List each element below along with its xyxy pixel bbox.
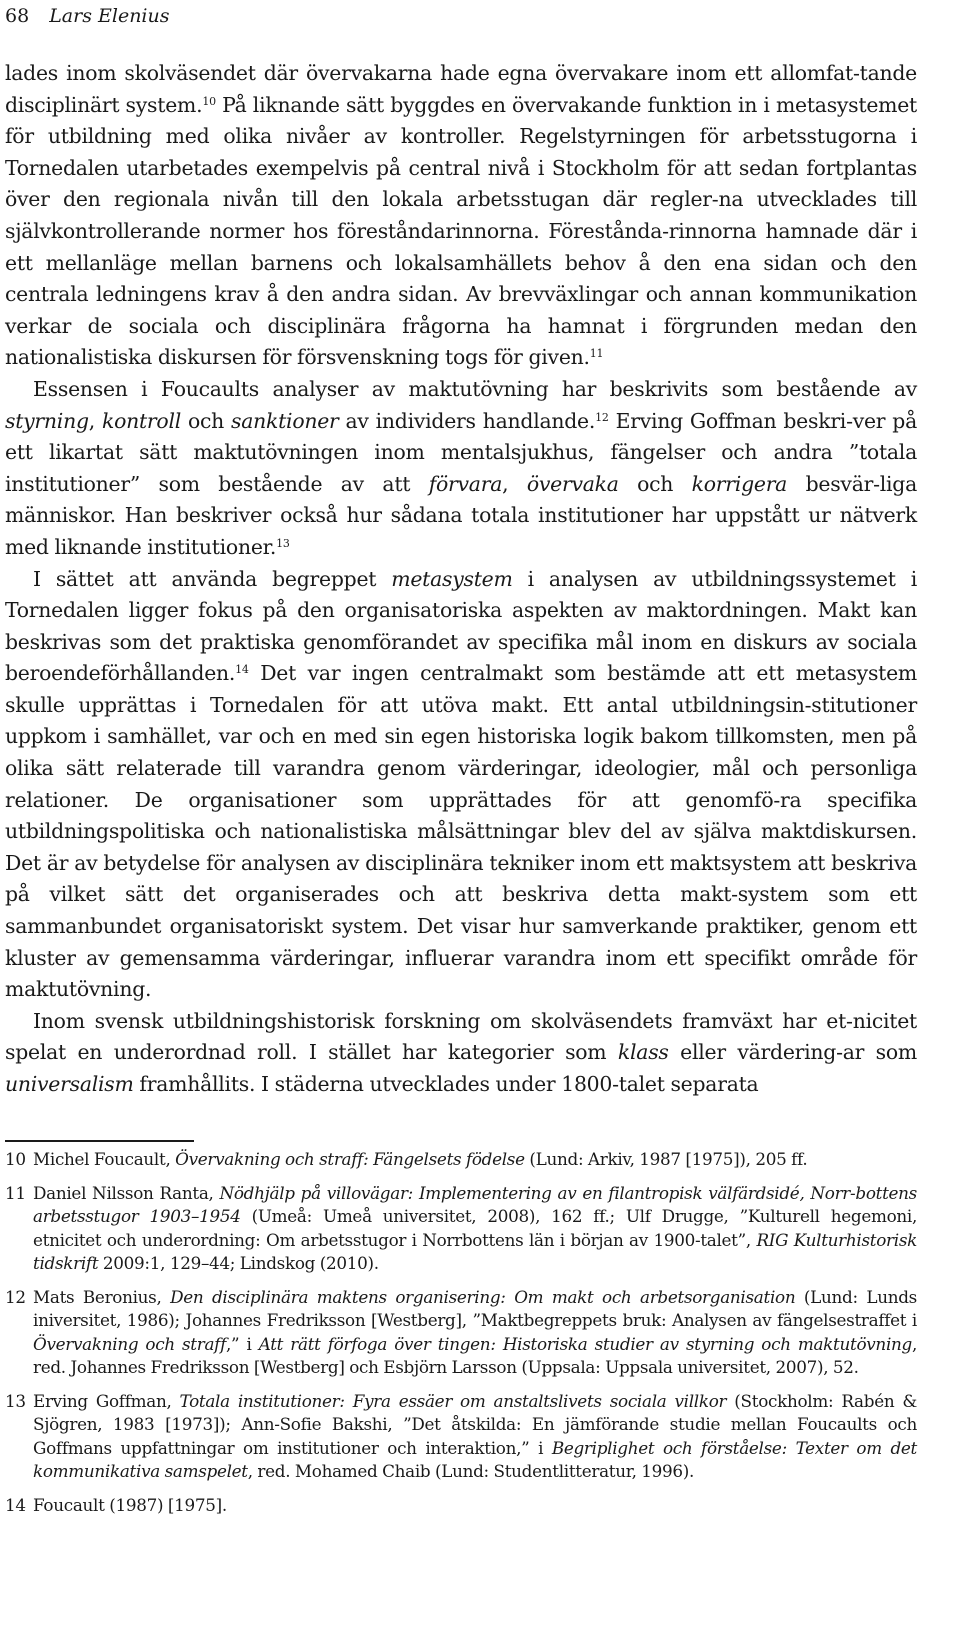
running-head (5, 4, 170, 28)
page-number: 68 (5, 5, 30, 27)
footnote-ref-12[interactable]: 12 (595, 410, 609, 424)
footnote-number: 13 (5, 1390, 26, 1411)
footnote-14: 14 Foucault (1987) [1975]. (5, 1494, 917, 1518)
footnote-10: 10 Michel Foucault, Övervakning och straff: Fängelsets födelse (Lund: Arkiv, 1987 [1975]), 205 ff. (5, 1148, 917, 1172)
footnote-13: 13 Erving Goffman, Totala institutioner: Fyra essäer om anstaltslivets sociala villkor (Stockholm: Rabén & Sjögren, 1983 [1973]); Ann-Sofie Bakshi, ”Det åtskilda: En jämförande studie mellan Foucaults och Goffmans uppfattningar om institutioner och interaktion,” i Begriplighet och förståelse: Texter om det kommunikativa samspelet, red. Mohamed Chaib (Lund: Studentlitteratur, 1996). (5, 1390, 917, 1481)
paragraph-3: I sättet att använda begreppet metasystem i analysen av utbildningssystemet i Tornedalen ligger fokus på den organisatoriska aspekten av maktordningen. Makt kan beskrivas som det praktiska genomförandet av specifika mål inom en diskurs av sociala beroendeförhållanden.$^{14}$ Det var ingen centralmakt som bestämde att ett metasystem skulle upprättas i Tornedalen för att utöva makt. Ett antal utbildningsin-stitutioner uppkom i samhället, var och en med sin egen historiska logik bakom tillkomsten, men på olika sätt relaterade till varandra genom värderingar, ideologier, mål och personliga relationer. De organisationer som upprättades för att genomfö-ra specifika utbildningspolitiska och nationalistiska målsättningar blev del av själva maktdiskursen. Det är av betydelse för analysen av disciplinära tekniker inom ett maktsystem att beskriva på vilket sätt det organiserades och att beskriva detta makt-system som ett sammanbundet organisatoriskt system. Det visar hur samverkande praktiker, genom ett kluster av gemensamma värderingar, influerar varandra inom ett specifikt område för maktutövning. (5, 566, 917, 1002)
body-text (5, 58, 917, 1101)
footnote-separator (5, 1140, 194, 1142)
footnotes (5, 1148, 917, 1527)
paragraph-4: Inom svensk utbildningshistorisk forskning om skolväsendets framväxt har et-nicitet spelat en underordnad roll. I stället har kategorier som klass eller värdering-ar som universalism framhållits. I städerna utvecklades under 1800-talet separata (5, 1008, 917, 1096)
footnote-ref-14[interactable]: 14 (235, 663, 249, 677)
paragraph-1: lades inom skolväsendet där övervakarna hade egna övervakare inom ett allomfat-tande disciplinärt system.$^{10}$ På liknande sätt byggdes en övervakande funktion in i metasystemet för utbildning med olika nivåer av kontroller. Regelstyrningen för arbetsstugorna i Tornedalen utarbetades exempelvis på central nivå i Stockholm för att sedan fortplantas över den regionala nivån till den lokala arbetsstugan där regler-na utvecklades till självkontrollerande normer hos föreståndarinnorna. Förestånda-rinnorna hamnade där i ett mellanläge mellan barnens och lokalsamhällets behov å den ena sidan och den centrala ledningens krav å den andra sidan. Av brevväxlingar och annan kommunikation verkar de sociala och disciplinära frågorna ha hamnat i förgrunden medan den nationalistiska diskursen för försvenskning togs för given.$^{11}$ (5, 61, 918, 370)
footnote-ref-11[interactable]: 11 (589, 347, 604, 361)
footnote-ref-10[interactable]: 10 (202, 94, 216, 108)
footnote-ref-13[interactable]: 13 (276, 536, 290, 550)
footnote-11: 11 Daniel Nilsson Ranta, Nödhjälp på villovägar: Implementering av en filantropisk välfärdsidé, Norr-bottens arbetsstugor 1903–1954 (Umeå: Umeå universitet, 2008), 162 ff.; Ulf Drugge, ”Kulturell hegemoni, etnicitet och underordning: Om arbetsstugor i Norrbottens län i början av 1900-talet”, RIG Kulturhistorisk tidskrift 2009:1, 129–44; Lindskog (2010). (5, 1182, 917, 1273)
footnote-number: 12 (5, 1286, 26, 1307)
footnote-12: 12 Mats Beronius, Den disciplinära maktens organisering: Om makt och arbetsorganisation (Lund: Lunds iniversitet, 1986); Johannes Fredriksson [Westberg], ”Maktbegreppets bruk: Analysen av fängelsestraffet i Övervakning och straff,” i Att rätt förfoga över tingen: Historiska studier av styrning och maktutövning, red. Johannes Fredriksson [Westberg] och Esbjörn Larsson (Uppsala: Uppsala universitet, 2007), 52. (5, 1286, 918, 1377)
footnote-number: 14 (5, 1494, 26, 1515)
footnote-number: 11 (5, 1182, 26, 1203)
footnote-number: 10 (5, 1149, 26, 1169)
paragraph-2: Essensen i Foucaults analyser av maktutövning har beskrivits som bestående av styrning, kontroll och sanktioner av individers handlande.$^{12}$ Erving Goffman beskri-ver på ett likartat sätt maktutövningen inom mentalsjukhus, fängelser och andra ”totala institutioner” som bestående av att förvara, övervaka och korrigera besvär-liga människor. Han beskriver också hur sådana totala institutioner har uppstått ur nätverk med liknande institutioner.$^{13}$ (5, 376, 917, 559)
running-head-author: Lars Elenius (49, 5, 170, 27)
